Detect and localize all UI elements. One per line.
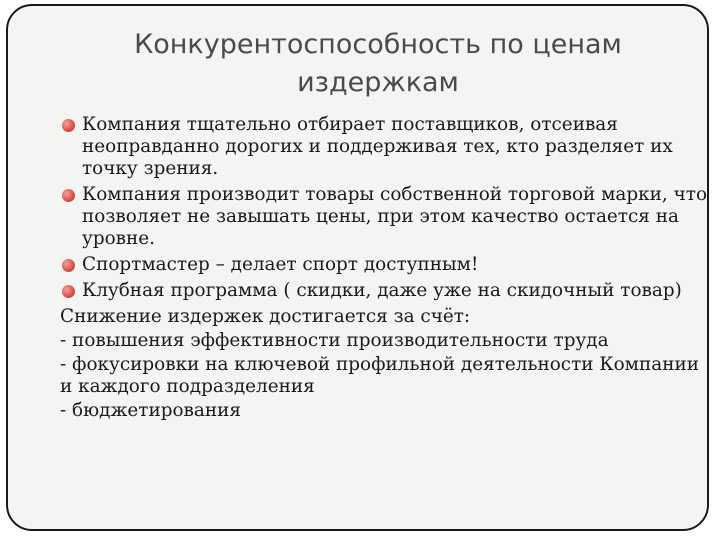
bullet-text: Клубная программа ( скидки, даже уже на скидочный товар) (82, 280, 682, 301)
bullet-text: Компания тщательно отбирает поставщиков, отсеивая неоправданно дорогих и поддерживая тех, кто разделяет их точку зрения. (82, 114, 673, 179)
slide-frame (6, 4, 709, 531)
bullet-item (60, 184, 708, 250)
bullet-dot-icon (62, 259, 75, 272)
cost-reduction-item: - бюджетирования (60, 400, 241, 421)
cost-reduction-item: - фокусировки на ключевой профильной деятельности Компании и каждого подразделения (60, 354, 699, 397)
bullet-text: Спортмастер – делает спорт доступным! (82, 254, 479, 275)
bullet-item (60, 114, 708, 180)
bullet-list (60, 114, 708, 302)
bullet-dot-icon (62, 119, 75, 132)
cost-reduction-item: - повышения эффективности производительности труда (60, 330, 609, 351)
slide-content (60, 114, 708, 424)
bullet-dot-icon (62, 189, 75, 202)
bullet-item (60, 280, 708, 302)
bullet-text: Компания производит товары собственной торговой марки, что позволяет не завышать цены, при этом качество остается на уровне. (82, 184, 708, 249)
slide-title (48, 26, 708, 102)
bullet-item (60, 254, 708, 276)
cost-reduction-intro: Снижение издержек достигается за счёт: (60, 306, 471, 327)
title-line-1: Конкурентоспособность по ценам (134, 29, 622, 60)
title-line-2: издержкам (297, 67, 459, 98)
bullet-dot-icon (62, 285, 75, 298)
